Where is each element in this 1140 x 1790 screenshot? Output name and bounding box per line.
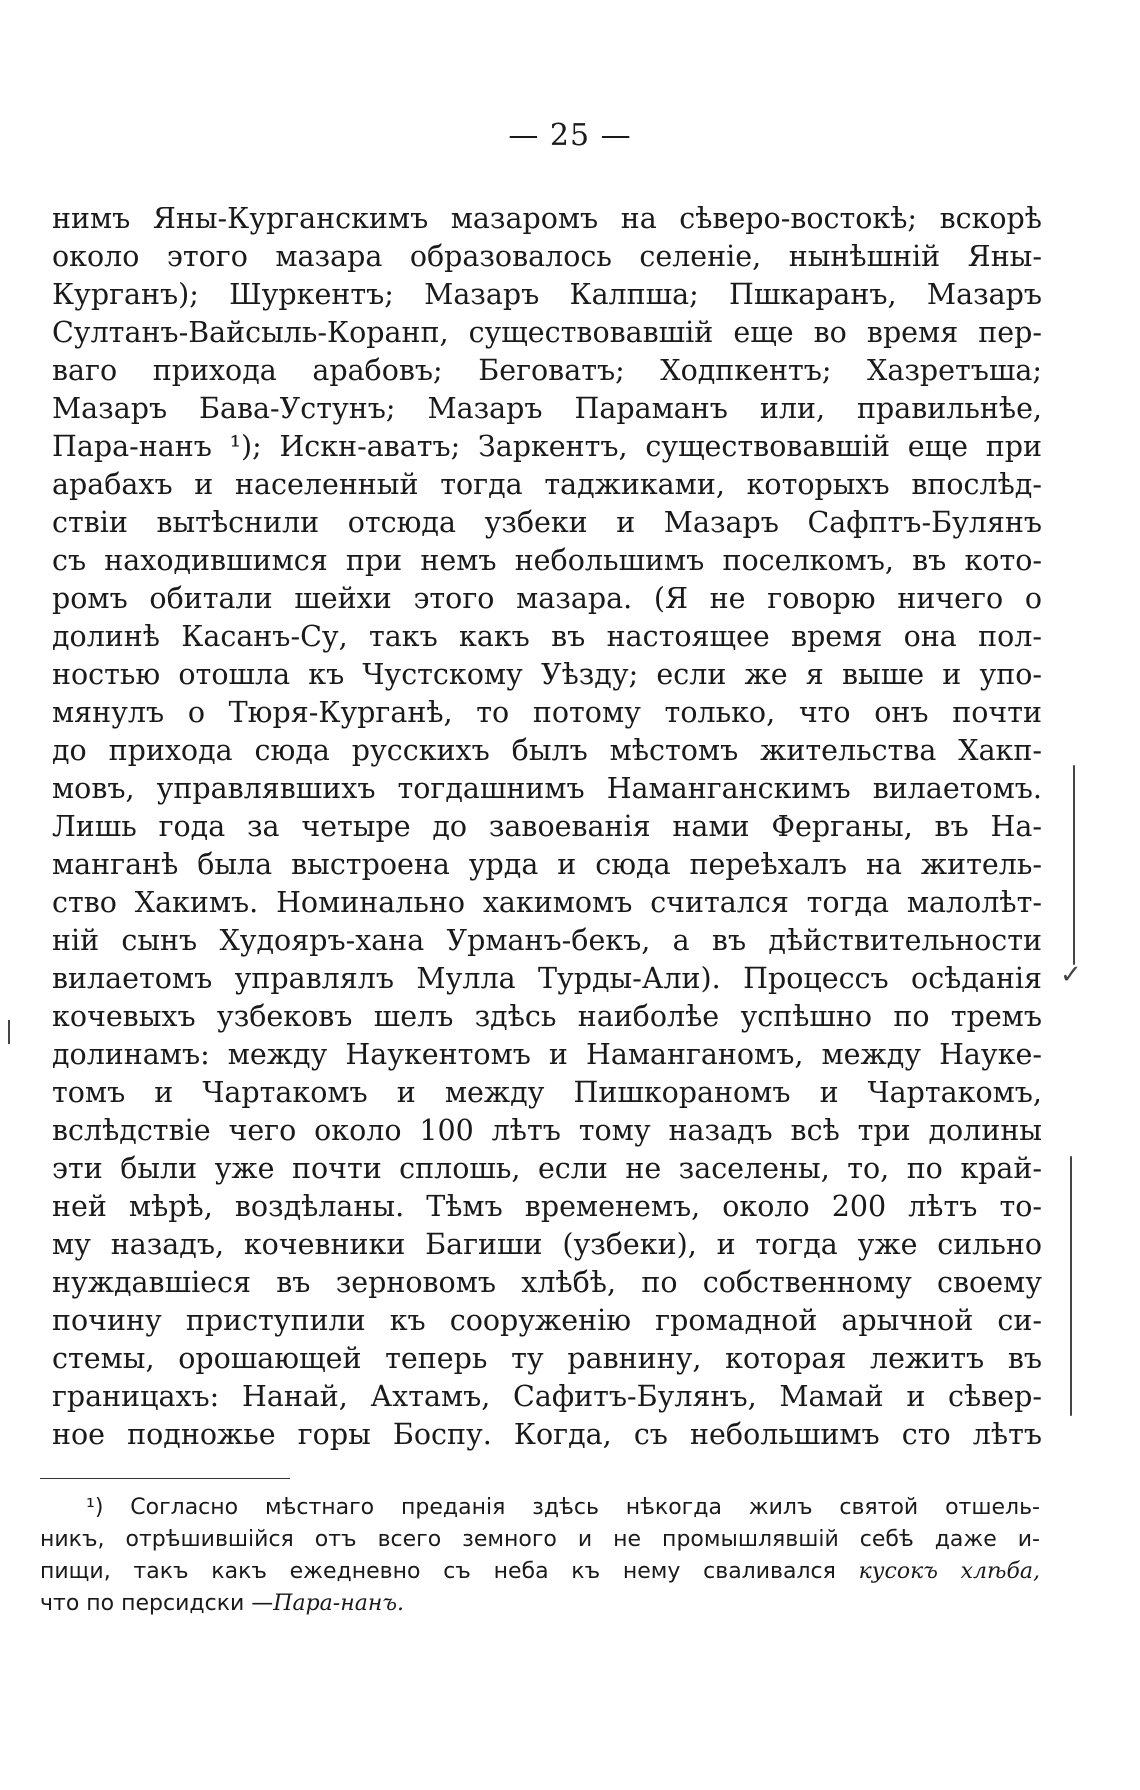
text-line: Пара-нанъ ¹); Искн-аватъ; Заркентъ, существовавшій еще при [52, 430, 1042, 463]
text-line: мовъ, управлявшихъ тогдашнимъ Наманганскимъ вилаетомъ. [52, 772, 1042, 805]
check-mark-icon: ✓ [1060, 960, 1082, 990]
text-line: ваго прихода арабовъ; Беговатъ; Ходпкентъ; Хазретъша; [52, 354, 1042, 387]
footnote-divider [40, 1478, 290, 1479]
text-line: ствіи вытѣснили отсюда узбеки и Мазаръ Сафптъ-Булянъ [52, 506, 1042, 539]
text-line: стемы, орошающей теперь ту равнину, которая лежитъ въ [52, 1342, 1042, 1375]
text-line: арабахъ и населенный тогда таджиками, которыхъ впослѣд- [52, 468, 1042, 501]
footnote-italic-text: кусокъ хлѣба, [858, 1559, 1040, 1584]
text-line: ностью отошла къ Чустскому Уѣзду; если же я выше и упо- [52, 658, 1042, 691]
footnote-text: что по персидски — [40, 1591, 274, 1616]
text-line: Лишь года за четыре до завоеванія нами Ферганы, въ На- [52, 810, 1042, 843]
text-line: Султанъ-Вайсыль-Коранп, существовавшій еще во время пер- [52, 316, 1042, 349]
text-line: эти были уже почти сплошь, если не заселены, то, по край- [52, 1152, 1042, 1185]
text-line: кочевыхъ узбековъ шелъ здѣсь наиболѣе успѣшно по тремъ [52, 1000, 1042, 1033]
footnote-line [40, 1556, 1040, 1588]
text-line: около этого мазара образовалось селеніе, нынѣшній Яны- [52, 240, 1042, 273]
margin-pencil-mark [1070, 1156, 1072, 1416]
text-line: нуждавшіеся въ зерновомъ хлѣбѣ, по собственному своему [52, 1266, 1042, 1299]
footnote [40, 1492, 1040, 1620]
text-line: вслѣдствіе чего около 100 лѣтъ тому назадъ всѣ три долины [52, 1114, 1042, 1147]
text-line: томъ и Чартакомъ и между Пишкораномъ и Чартакомъ, [52, 1076, 1042, 1109]
text-line: границахъ: Нанай, Ахтамъ, Сафитъ-Булянъ, Мамай и сѣвер- [52, 1380, 1042, 1413]
margin-pencil-mark [8, 1020, 10, 1044]
text-line-underlined: ній сынъ Худояръ-хана Урманъ-бекъ, а въ дѣйствительности [52, 924, 1042, 957]
text-line: долинѣ Касанъ-Су, такъ какъ въ настоящее время она пол- [52, 620, 1042, 653]
footnote-italic-text: Пара-нанъ. [273, 1591, 404, 1616]
text-line: нимъ Яны-Курганскимъ мазаромъ на сѣверо-востокѣ; вскорѣ [52, 202, 1042, 235]
text-line: до прихода сюда русскихъ былъ мѣстомъ жительства Хакп- [52, 734, 1042, 767]
text-line: ное подножье горы Боспу. Когда, съ небольшимъ сто лѣтъ [52, 1418, 1042, 1451]
text-line: ство Хакимъ. Номинально хакимомъ считался тогда малолѣт- [52, 886, 1042, 919]
text-line: манганѣ была выстроена урда и сюда переѣхалъ на житель- [52, 848, 1042, 881]
main-text [52, 200, 1042, 1454]
text-line: му назадъ, кочевники Багиши (узбеки), и тогда уже сильно [52, 1228, 1042, 1261]
footnote-line [40, 1588, 1040, 1620]
text-line: долинамъ: между Наукентомъ и Наманганомъ, между Науке- [52, 1038, 1042, 1071]
text-line: Мазаръ Бава-Устунъ; Мазаръ Параманъ или, правильнѣе, [52, 392, 1042, 425]
text-line: съ находившимся при немъ небольшимъ поселкомъ, въ кото- [52, 544, 1042, 577]
text-line: вилаетомъ управлялъ Мулла Турды-Али). Процессъ осѣданія [52, 962, 1042, 995]
footnote-line: ¹) Согласно мѣстнаго преданія здѣсь нѣкогда жилъ святой отшель- [86, 1495, 1040, 1520]
text-line: ней мѣрѣ, воздѣланы. Тѣмъ временемъ, около 200 лѣтъ то- [52, 1190, 1042, 1223]
text-line: Курганъ); Шуркентъ; Мазаръ Калпша; Пшкаранъ, Мазаръ [52, 278, 1042, 311]
page-number: — 25 — [508, 118, 632, 153]
text-line: ромъ обитали шейхи этого мазара. (Я не говорю ничего о [52, 582, 1042, 615]
margin-pencil-mark [1073, 765, 1075, 965]
text-line: почину приступили къ сооруженію громадной арычной си- [52, 1304, 1042, 1337]
footnote-text: пищи, такъ какъ ежедневно съ неба къ нему сваливался [40, 1559, 836, 1584]
footnote-line: никъ, отрѣшившійся отъ всего земного и не промышлявшій себѣ даже и- [40, 1527, 1040, 1552]
text-line: мянулъ о Тюря-Курганѣ, то потому только, что онъ почти [52, 696, 1042, 729]
